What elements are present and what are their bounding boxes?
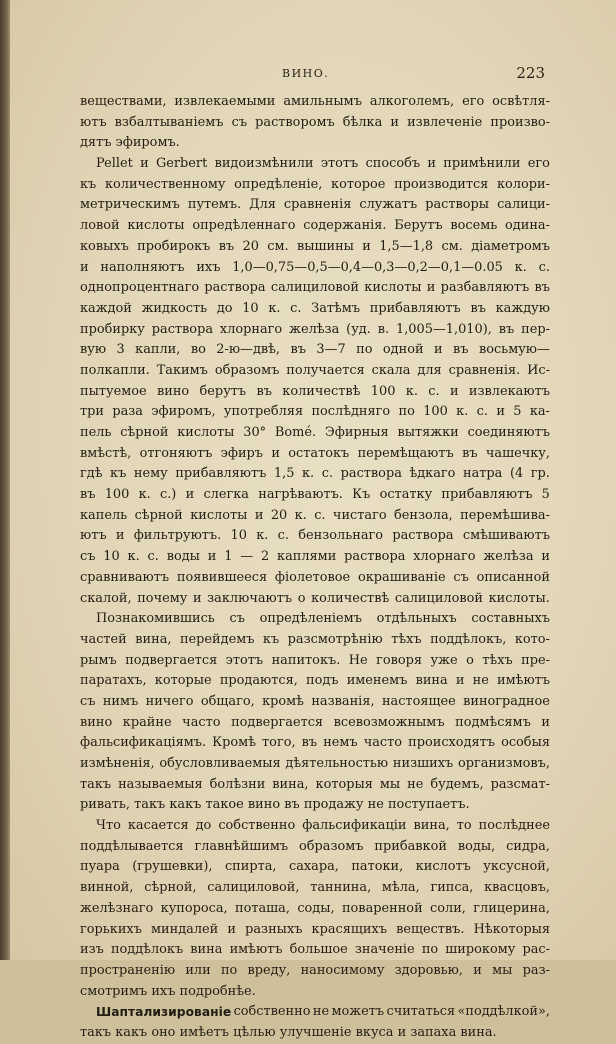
text-line: дятъ эфиромъ. — [80, 135, 180, 151]
text-line: однопроцентнаго раствора салициловой кислоты и разбавляютъ въ — [80, 280, 550, 296]
bold-term: Шаптализированіе — [96, 1005, 232, 1020]
text-line: полкапли. Такимъ образомъ получается скала для сравненія. Ис- — [80, 362, 550, 378]
text-line: ривать, такъ какъ такое вино въ продажу не поступаетъ. — [80, 797, 470, 813]
body-text — [80, 92, 550, 1044]
text-line: желѣзнаго купороса, поташа, соды, поваренной соли, глицерина, — [80, 900, 550, 916]
text-line: вмѣстѣ, отгоняютъ эфиръ и остатокъ перемѣщаютъ въ чашечку, — [80, 445, 550, 461]
text-line: такъ называемыя болѣзни вина, которыя мы не будемъ, разсмат- — [80, 776, 550, 792]
text-line: капель сѣрной кислоты и 20 к. с. чистаго бензола, перемѣшива- — [80, 507, 550, 523]
text-line: ютъ взбалтываніемъ съ растворомъ бѣлка и извлеченіе произво- — [80, 114, 550, 130]
text-line: вую 3 капли, во 2-ю—двѣ, въ 3—7 по одной и въ восьмую— — [80, 342, 550, 358]
running-head — [10, 64, 616, 84]
text-line: такъ какъ оно имѣетъ цѣлью улучшеніе вкуса и запаха вина. — [80, 1024, 497, 1040]
text-line: въ 100 к. с.) и слегка нагрѣваютъ. Къ остатку прибавляютъ 5 — [80, 487, 550, 503]
text-line: и наполняютъ ихъ 1,0—0,75—0,5—0,4—0,3—0,2—0,1—0.05 к. с. — [80, 259, 550, 275]
text-line: Шаптализированіе собственно не можетъ считаться «поддѣлкой», — [80, 1002, 550, 1023]
text-line: смотримъ ихъ подробнѣе. — [80, 983, 256, 999]
text-line: три раза эфиромъ, употребляя послѣдняго по 100 к. с. и 5 ка- — [80, 404, 550, 420]
text-line: Pellet и Gerbert видоизмѣнили этотъ способъ и примѣнили его — [96, 156, 550, 172]
text-line: паратахъ, которые продаются, подъ именемъ вина и не имѣютъ — [80, 673, 550, 689]
text-line: поддѣлывается главнѣйшимъ образомъ прибавкой воды, сидра, — [80, 838, 550, 854]
text-line: винной, сѣрной, салициловой, таннина, мѣла, гипса, квасцовъ, — [80, 880, 550, 896]
text-line: пуара (грушевки), спирта, сахара, патоки, кислотъ уксусной, — [80, 859, 550, 875]
text-line: пытуемое вино берутъ въ количествѣ 100 к. с. и извлекаютъ — [80, 383, 550, 399]
text-line: Что касается до собственно фальсификаціи вина, то послѣднее — [96, 818, 550, 834]
text-line: пространенію или по вреду, наносимому здоровью, и мы раз- — [80, 962, 550, 978]
text-line: ловой кислоты опредѣленнаго содержанія. Берутъ восемь одина- — [80, 218, 550, 234]
text-line: гдѣ къ нему прибавляютъ 1,5 к. с. раствора ѣдкаго натра (4 гр. — [80, 466, 550, 482]
text-line: ютъ и фильтруютъ. 10 к. с. бензольнаго раствора смѣшиваютъ — [80, 528, 550, 544]
page-number: 223 — [516, 64, 545, 82]
text-line: сравниваютъ появившееся фіолетовое окрашиваніе съ описанной — [80, 569, 550, 585]
text-line: скалой, почему и заключаютъ о количествѣ салициловой кислоты. — [80, 590, 550, 606]
text-line: съ 10 к. с. воды и 1 — 2 каплями раствора хлорнаго желѣза и — [80, 549, 550, 565]
text-line: каждой жидкость до 10 к. с. Затѣмъ прибавляютъ въ каждую — [80, 300, 550, 316]
text-line: пробирку раствора хлорнаго желѣза (уд. в. 1,005—1,010), въ пер- — [80, 321, 550, 337]
text-line: изъ поддѣлокъ вина имѣютъ большое значеніе по широкому рас- — [80, 942, 550, 958]
text-line: частей вина, перейдемъ къ разсмотрѣнію тѣхъ поддѣлокъ, кото- — [80, 631, 550, 647]
text-line: Познакомившись съ опредѣленіемъ отдѣльныхъ составныхъ — [96, 611, 550, 627]
running-title: ВИНО. — [282, 67, 330, 80]
text-line: горькихъ миндалей и разныхъ красящихъ веществъ. Нѣкоторыя — [80, 921, 550, 937]
text-line: измѣненія, обусловливаемыя дѣятельностью низшихъ организмовъ, — [80, 756, 550, 771]
text-line: къ количественному опредѣленіе, которое производится колори- — [80, 176, 550, 192]
text-line: рымъ подвергается этотъ напитокъ. Не говоря уже о тѣхъ пре- — [80, 652, 550, 668]
text-line: ковыхъ пробирокъ въ 20 см. вышины и 1,5—1,8 см. діаметромъ — [80, 238, 550, 254]
text-line: пель сѣрной кислоты 30° Bomé. Эфирныя вытяжки соединяютъ — [80, 425, 550, 440]
text-line: веществами, извлекаемыми амильнымъ алкоголемъ, его освѣтля- — [80, 94, 550, 109]
book-page — [10, 0, 616, 1040]
text-line: метрическимъ путемъ. Для сравненія служатъ растворы салици- — [80, 197, 550, 213]
text-line: фальсификаціямъ. Кромѣ того, въ немъ часто происходятъ особыя — [80, 735, 550, 751]
text-line: вино крайне часто подвергается всевозможнымъ подмѣсямъ и — [80, 714, 550, 730]
text-line: съ нимъ ничего общаго, кромѣ названія, настоящее виноградное — [80, 693, 550, 709]
